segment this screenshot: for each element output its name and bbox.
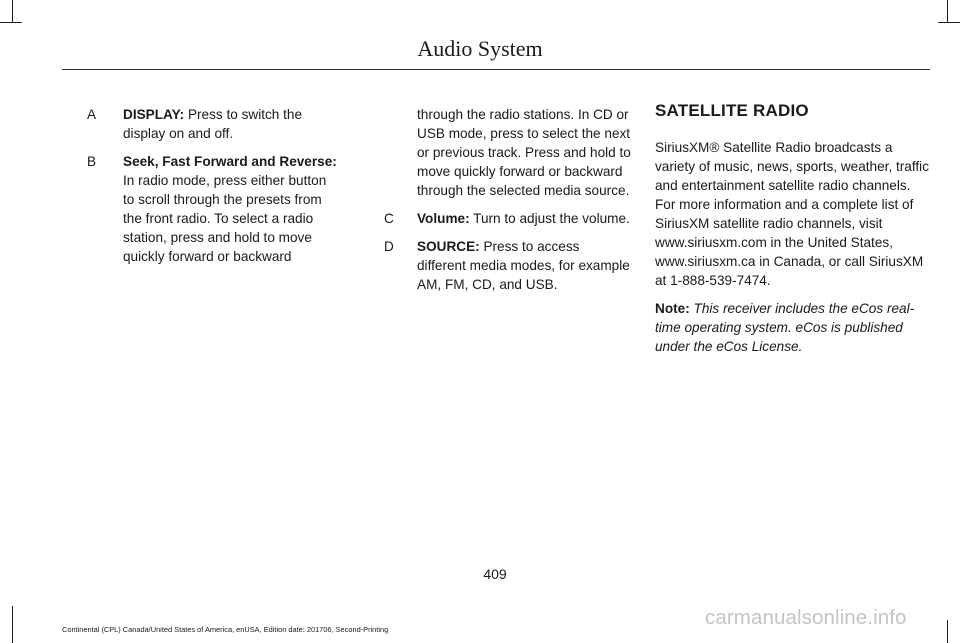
callout-item-d [384, 237, 632, 294]
callout-label: Volume: [417, 211, 470, 226]
callout-text: Press to access different media modes, for example AM, FM, CD, and USB. [417, 239, 630, 292]
note-label: Note: [655, 301, 690, 316]
watermark: carmanualsonline.info [705, 606, 907, 629]
callout-letter: A [87, 107, 97, 122]
callout-item-b [87, 152, 339, 266]
crop-mark-bottom-right-vertical [947, 620, 948, 643]
callout-label: Seek, Fast Forward and Reverse: [123, 154, 337, 169]
edition-footer: Continental (CPL) Canada/United States of America, enUSA, Edition date: 201706, Second-Printing [62, 625, 389, 634]
callout-letter: D [384, 239, 394, 254]
callout-item-c [384, 209, 632, 228]
column-2 [384, 105, 632, 303]
callout-letter: C [384, 211, 394, 226]
page-number: 409 [483, 566, 507, 582]
satellite-radio-paragraph: SiriusXM® Satellite Radio broadcasts a variety of music, news, sports, weather, traffic and entertainment satellite radio channels. For more information and a complete list of SiriusXM satellite radio channels, visit www.siriusxm.com in the United States, www.siriusxm.ca in Canada, or call SiriusXM at 1-888-539-7474. [655, 140, 929, 288]
crop-mark-top-right-horizontal [938, 22, 960, 23]
crop-mark-top-left-horizontal [0, 22, 22, 23]
callout-item-a [87, 105, 339, 143]
crop-mark-top-left-vertical [12, 0, 13, 22]
column-1 [87, 105, 339, 275]
section-heading: SATELLITE RADIO [655, 101, 809, 120]
header-rule [62, 69, 930, 70]
callout-text: Turn to adjust the volume. [469, 211, 630, 226]
callout-b-continuation: through the radio stations. In CD or USB mode, press to select the next or previous track. Press and hold to move quickly forward or backward through the selected media source. [417, 107, 631, 198]
note-text: This receiver includes the eCos real-time operating system. eCos is published under the eCos License. [655, 301, 915, 354]
callout-label: DISPLAY: [123, 107, 185, 122]
callout-text: Press to switch the display on and off. [123, 107, 303, 141]
crop-mark-top-right-vertical [947, 0, 948, 22]
callout-text: In radio mode, press either button to scroll through the presets from the front radio. To select a radio station, press and hold to move quickly forward or backward [123, 173, 327, 264]
callout-label: SOURCE: [417, 239, 480, 254]
column-3 [655, 101, 930, 365]
page-title: Audio System [417, 36, 543, 61]
note-paragraph [655, 299, 930, 356]
crop-mark-bottom-left-vertical [12, 606, 13, 643]
callout-letter: B [87, 154, 97, 169]
